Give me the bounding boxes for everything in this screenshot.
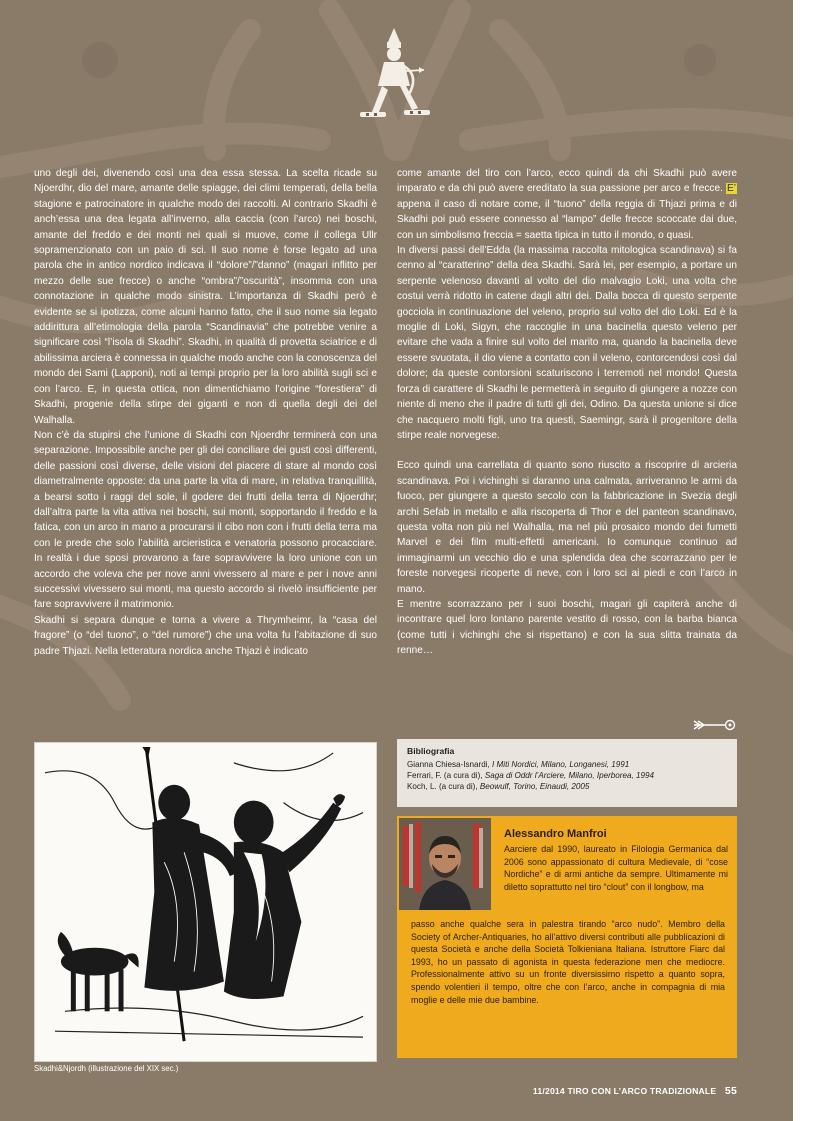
right-paragraph-3: Ecco quindi una carrellata di quanto sono riuscito a riscoprire di arcieria scandinava. Poi i vichinghi si daranno una calmata, arriveranno le armi da fuoco, per giungere a questo secolo con la fabbricazione in Svezia degli archi Sefab in metallo e alla riscoperta di Thor e del panteon scandinavo, questa volta non più nel Walhalla, ma nel più prosaico mondo dei fumetti Marvel e dei film multi-effetti americani. Io comunque continuo ad immaginarmi un vecchio dio e una splendida dea che scorrazzano per le foreste norvegesi ricoperte di neve, con i loro sci ai piedi e con l’arco in mano. <box>397 460 737 595</box>
arrow-end-icon <box>692 718 738 732</box>
bibliography-title: Bibliografia <box>407 746 455 756</box>
bibliography-author: Koch, L. (a cura di), <box>407 782 480 791</box>
left-paragraph-2: Non c’è da stupirsi che l’unione di Skadhi con Njoerdhr terminerà con una separazione. Impossibile anche per gli dei conciliare dei gusti così differenti, delle passioni così diverse, delle visioni del piacere di stare al mondo così diametralmente opposte: da una parte la vita di mare, in relativa tranquillità, a bearsi sotto i raggi del sole, il godere dei frutti della terra di Njoerdhr; dall’altra parte la vita attiva nei boschi, sui monti, sopportando il freddo e la fatica, con un arco in mano a procurarsi il cibo non con i frutti della terra ma con le prede che solo l’abilità arcieristica e venatoria possono procacciare. In realtà i due sposi provarono a fare sopravvivere la loro unione con un accordo che voleva che per nove anni vivessero al mare e per i nove anni successivi vivessero sui monti, ma questo accordo si rivelò insufficiente per fare sopravvivere il matrimonio. <box>34 429 377 611</box>
bibliography-author: Gianna Chiesa-Isnardi, <box>407 760 493 769</box>
bibliography-work: Saga di Oddr l’Arciere, Milano, Iperborea, 1994 <box>484 771 654 780</box>
bibliography-entry <box>407 759 727 770</box>
right-paragraph-1-start: come amante del tiro con l’arco, ecco quindi da chi Skadhi può avere imparato e da chi può avere ereditato la sua passione per arco e frecce. <box>397 168 737 195</box>
magazine-title: TIRO CON L’ARCO TRADIZIONALE <box>567 1086 717 1096</box>
left-paragraph-3: Skadhi si separa dunque e torna a vivere a Thrymheimr, la “casa del fragore” (o “del tuono”, o “del rumore”) che una volta fu l’abitazione di suo padre Thjazi. Nella letteratura nordica anche Thjazi è indicato <box>34 614 377 657</box>
right-column <box>397 166 737 659</box>
author-name: Alessandro Manfroi <box>504 828 607 840</box>
left-column <box>34 166 377 659</box>
highlighted-word: E’ <box>727 183 736 195</box>
illustration-caption: Skadhi&Njordh (illustrazione del XIX sec.) <box>34 1064 179 1073</box>
right-paragraph-2: In diversi passi dell’Edda (la massima raccolta mitologica scandinava) si fa cenno al “caratterino” della dea Skadhi. Sarà lei, per esempio, a portare un serpente velenoso davanti al volto del dio malvagio Loki, una volta che costui verrà ridotto in catene dagli altri dei. Dalla bocca di questo serpente gocciola in continuazione del veleno, proprio sul volto del dio Loki. Ed è la moglie di Loki, Sigyn, che raccoglie in una bacinella questo veleno per evitare che vada a finire sul volto del marito ma, quando la bacinella deve essere svuotata, il dio viene a contatto con il veleno, contorcendosi così dal dolore; da queste contorsioni scaturiscono i terremoti nel mondo! Questa forza di carattere di Skadhi le permetterà in seguito di giungere a nozze con niente di meno che il padre di tutti gli dei, Odino. Da questa unione si dice che nacquero molti figli, uno tra questi, Saemingr, sarà il progenitore della stirpe reale norvegese. <box>397 245 737 441</box>
issue-date: 11/2014 <box>532 1086 565 1096</box>
illustration-skadhi-njordh <box>34 742 377 1062</box>
right-margin <box>793 0 819 1121</box>
author-bio-top: Aarciere dal 1990, laureato in Filologia Germanica dal 2006 sono appassionato di cultura Medievale, di “cose Nordiche” e di armi antiche da sempre. Ultimamente mi diletto soprattutto nel tiro “clout” con il longbow, ma <box>504 844 728 892</box>
left-paragraph-1: uno degli dei, divenendo così una dea essa stessa. La scelta ricade su Njoerdhr, dio del mare, amante delle spiagge, dei climi temperati, della bella stagione e patrocinatore in qualche modo dei raccolti. Al contrario Skadhi è anch’essa una dea legata all’inverno, alla caccia (con l’arco) nei boschi, amante del freddo e dei monti nei quali si muove, come il collega Ullr sopramenzionato con un paio di sci. Il suo nome è forse legato ad una parola che in antico nordico indicava il “dolore”/”danno” (magari inflitto per mezzo delle sue frecce) o anche “ombra”/”oscurità”, insomma con una connotazione in qualche modo sinistra. L’importanza di Skadhi però è evidente se si ipotizza, come alcuni hanno fatto, che il suo nome sia legato addirittura all’etimologia della parola “Scandinavia” che potrebbe venire a significare così “l’isola di Skadhi”. Skadhi, in qualità di provetta sciatrice e di abilissima arciera è connessa in qualche modo anche con la conoscenza del mondo dei Sami (Lapponi), noti ai tempi proprio per la loro abilità sugli sci e con l’arco. E, in questa ottica, non dimentichiamo l’origine “forestiera” di Skadhi, progenie della stirpe dei giganti e non di quella degli dei del Walhalla. <box>34 168 377 426</box>
bibliography-work: I Miti Nordici, Milano, Longanesi, 1991 <box>492 760 630 769</box>
bibliography-entry <box>407 770 727 781</box>
page-number: 55 <box>724 1085 737 1097</box>
author-photo <box>399 818 491 910</box>
bibliography-entry <box>407 781 727 792</box>
bibliography-author: Ferrari, F. (a cura di), <box>407 771 485 780</box>
bibliography-work: Beowulf, Torino, Einaudi, 2005 <box>479 782 590 791</box>
right-paragraph-4: E mentre scorrazzano per i suoi boschi, magari gli capiterà anche di incontrare quel loro lontano parente vestito di rosso, con la barba bianca (come tutti i vichinghi che si rispettano) e con la sua slitta trainata da renne… <box>397 598 737 657</box>
author-bio-bottom: passo anche qualche sera in palestra tirando “arco nudo”. Membro della Society of Archer-Antiquaries, ho all’attivo diversi contributi alle pubblicazioni di questa Società e anche della Società Tolkieniana Italiana. Istruttore Fiarc dal 1993, ho un passato di agonista in questa federazione men che mediocre. Professionalmente attivo su un fronte diversissimo rispetto a quanto sopra, spendo volentieri il tempo, oltre che con l’arco, anche in compagnia di mia moglie e delle mie due bambine. <box>411 919 725 1005</box>
paragraph-gap <box>397 443 737 458</box>
archer-logo <box>354 24 434 134</box>
page-footer <box>533 1085 737 1097</box>
engraving-image <box>35 743 376 1061</box>
bibliography-box <box>397 739 737 807</box>
right-paragraph-1 <box>397 166 737 243</box>
author-box <box>397 816 737 1058</box>
right-paragraph-1-end: appena il caso di notare come, il “tuono” della reggia di Thjazi prima e di Skadhi poi può essere connesso al “lampo” delle frecce scoccate dai due, con un simbolismo freccia = saetta tipica in tutto il mondo, o quasi. <box>397 198 737 241</box>
